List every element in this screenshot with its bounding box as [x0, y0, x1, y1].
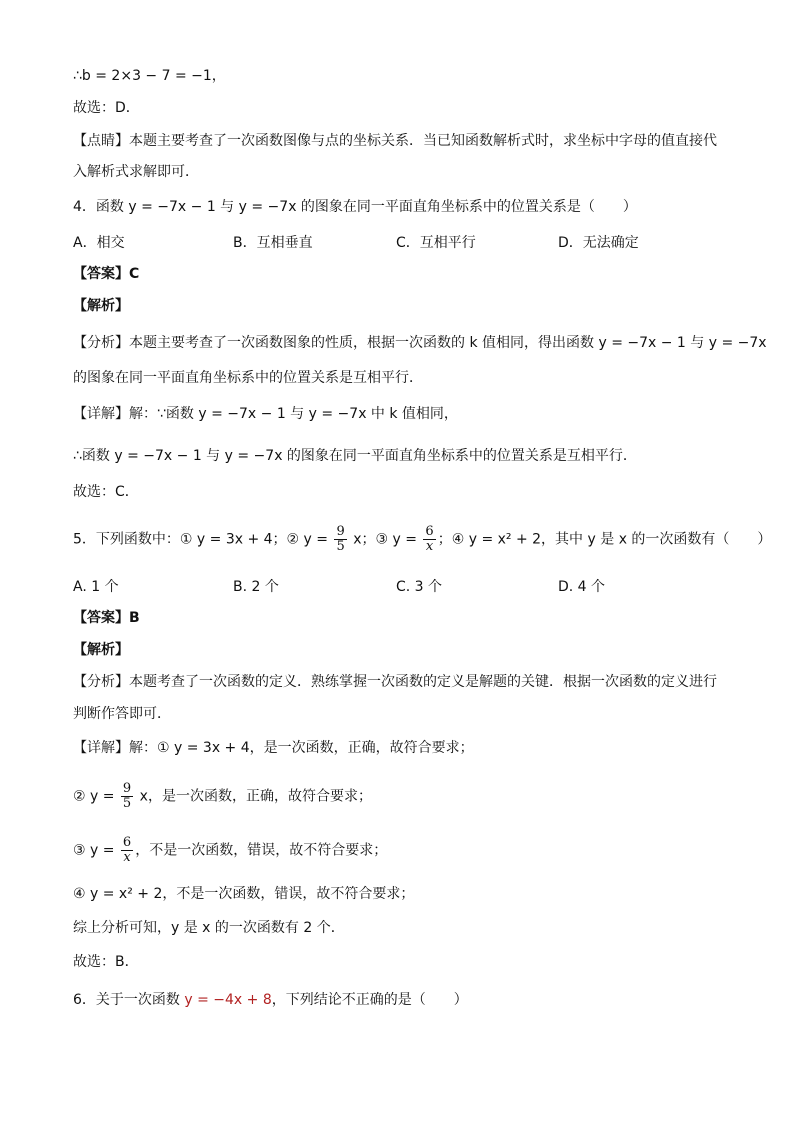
q5-analysis-heading: 【解析】	[73, 642, 129, 658]
q5-option-d: D. 4 个	[558, 579, 606, 595]
q4-detail-line: 【详解】解：∵函数 y = −7x − 1 与 y = −7x 中 k 值相同，	[73, 406, 458, 422]
q4-option-c: C．互相平行	[396, 235, 476, 251]
q4-choice-line: 故选：C．	[73, 484, 139, 500]
q5-analysis-line: 【分析】本题考查了一次函数的定义．熟练掌握一次函数的定义是解题的关键．根据一次函数的定义进行	[73, 674, 717, 690]
fraction	[423, 525, 435, 554]
fraction-denominator: x	[123, 850, 131, 865]
question-6-stem	[73, 990, 468, 1010]
fraction-denominator: 5	[336, 539, 345, 554]
q5-detail-line: 【详解】解：① y = 3x + 4，是一次函数，正确，故符合要求；	[73, 740, 474, 756]
q4-answer: 【答案】C	[73, 266, 140, 282]
question-4-stem: 4．函数 y = −7x − 1 与 y = −7x 的图象在同一平面直角坐标系中的位置关系是（ ）	[73, 199, 637, 215]
fraction-numerator: 9	[122, 781, 132, 796]
q5-stem-suffix: ；④ y = x² + 2，其中 y 是 x 的一次函数有（ ）	[437, 531, 772, 548]
q5-line2-prefix: ② y =	[73, 788, 119, 805]
comment-line: 【点睛】本题主要考查了一次函数图像与点的坐标关系．当已知函数解析式时，求坐标中字母的值直接代	[73, 133, 717, 149]
q5-option-a: A. 1 个	[73, 579, 119, 595]
fraction-numerator: 9	[336, 524, 345, 539]
q6-stem-suffix: ，下列结论不正确的是（ ）	[271, 992, 468, 1008]
q5-stem-middle: x；③ y =	[348, 531, 422, 548]
q6-formula: y = −4x + 8	[184, 992, 272, 1008]
fraction-numerator: 6	[122, 835, 132, 850]
fraction-numerator: 6	[425, 524, 434, 539]
answer-choice-line: 故选：D．	[73, 100, 140, 116]
q5-detail-line	[73, 782, 372, 811]
q4-option-b: B．互相垂直	[233, 235, 313, 251]
q4-analysis-heading: 【解析】	[73, 298, 129, 314]
q5-summary-line: 综上分析可知，y 是 x 的一次函数有 2 个．	[73, 920, 345, 936]
q5-line3-prefix: ③ y =	[73, 842, 119, 859]
fraction-denominator: 5	[122, 796, 132, 811]
q4-analysis-line: 的图象在同一平面直角坐标系中的位置关系是互相平行．	[73, 370, 423, 386]
q5-option-c: C. 3 个	[396, 579, 443, 595]
q5-option-b: B. 2 个	[233, 579, 279, 595]
q4-analysis-line: 【分析】本题主要考查了一次函数图象的性质，根据一次函数的 k 值相同，得出函数 y = −7x − 1 与 y = −7x	[73, 335, 767, 351]
fraction	[121, 836, 133, 865]
q5-analysis-line: 判断作答即可．	[73, 706, 171, 722]
question-5-stem	[73, 525, 771, 554]
q5-stem-prefix: 5．下列函数中：① y = 3x + 4；② y =	[73, 531, 333, 548]
q5-line3-suffix: ，不是一次函数，错误，故不符合要求；	[135, 842, 388, 859]
q4-option-d: D．无法确定	[558, 235, 639, 251]
q5-answer: 【答案】B	[73, 610, 140, 626]
q4-option-a: A．相交	[73, 235, 125, 251]
fraction-denominator: x	[425, 539, 434, 554]
fraction	[334, 525, 346, 554]
q5-choice-line: 故选：B．	[73, 954, 139, 970]
q5-detail-line	[73, 836, 387, 865]
fraction	[121, 782, 133, 811]
q5-detail-line: ④ y = x² + 2，不是一次函数，错误，故不符合要求；	[73, 886, 415, 902]
q4-detail-line: ∴函数 y = −7x − 1 与 y = −7x 的图象在同一平面直角坐标系中的位置关系是互相平行．	[73, 448, 637, 464]
q6-stem-prefix: 6．关于一次函数	[73, 992, 185, 1008]
solution-line: ∴b = 2×3 − 7 = −1，	[73, 68, 226, 84]
comment-line: 入解析式求解即可．	[73, 164, 199, 180]
q5-line2-suffix: x，是一次函数，正确，故符合要求；	[135, 788, 372, 805]
